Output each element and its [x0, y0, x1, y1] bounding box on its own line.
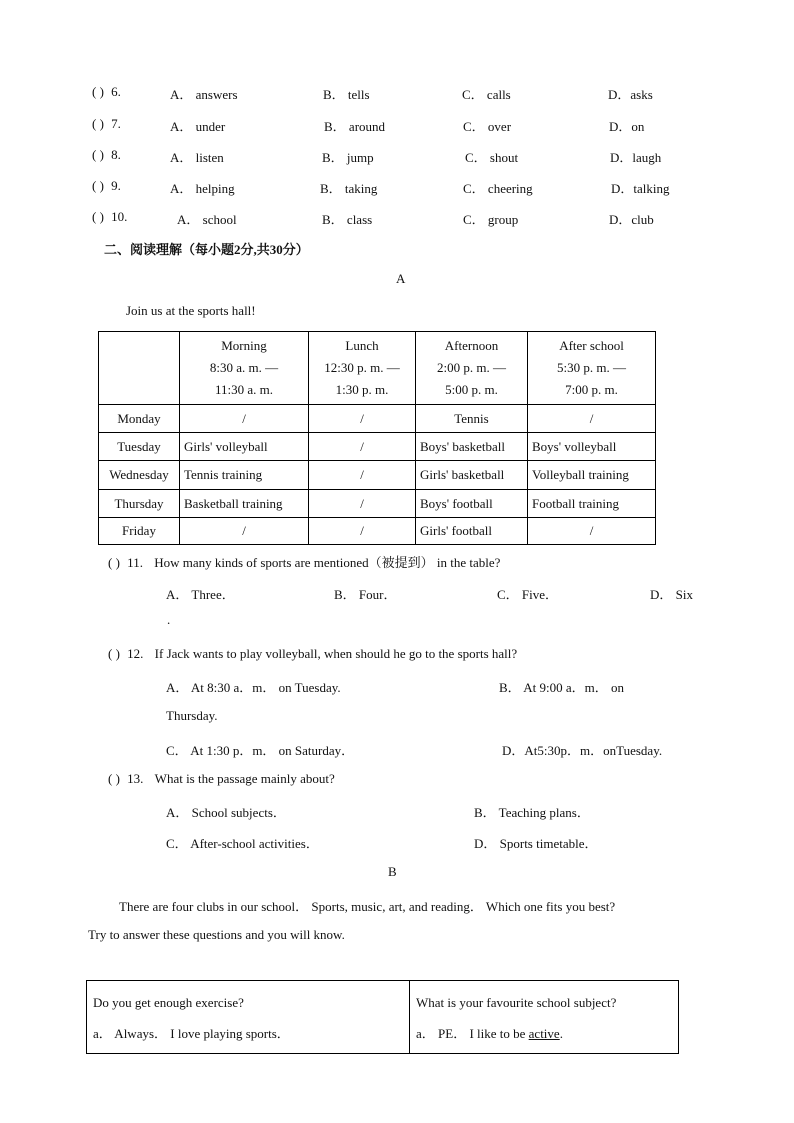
day-cell: Thursday — [99, 490, 180, 518]
table-cell: / — [528, 518, 656, 545]
table-row — [99, 433, 656, 461]
header-time-end: 7:00 p. m. — [565, 382, 618, 397]
option-continuation: Thursday. — [166, 708, 218, 723]
day-cell: Tuesday — [99, 433, 180, 461]
day-cell: Monday — [99, 405, 180, 433]
table-cell: Girls' basketball — [416, 461, 528, 490]
table-cell: Volleyball training — [528, 461, 656, 490]
table-cell: / — [528, 405, 656, 433]
header-time-start: 5:30 p. m. — — [557, 360, 626, 375]
option: A． At 8:30 a．m． on Tuesday. — [166, 680, 341, 695]
quiz-cell — [410, 981, 679, 1054]
option: A． under — [170, 119, 226, 134]
header-name: After school — [559, 338, 624, 353]
question-text: How many kinds of sports are mentioned（被提到） in the table? — [154, 555, 501, 570]
option: D．talking — [611, 181, 670, 196]
answer-bracket: ( ) — [108, 646, 120, 661]
question-11 — [108, 552, 500, 571]
passage-intro: There are four clubs in our school． Sports, music, art, and reading． Which one fits you best? — [119, 899, 616, 914]
question-text: What is the passage mainly about? — [154, 771, 335, 786]
underlined-word: active — [528, 1026, 560, 1041]
answer-bracket: ( ) — [108, 771, 120, 786]
question-number: 6. — [111, 84, 121, 99]
passage-intro: Join us at the sports hall! — [126, 303, 256, 318]
header-time-end: 11:30 a. m. — [214, 382, 273, 397]
option: B． around — [324, 119, 386, 134]
sports-timetable — [98, 331, 656, 545]
option: D． Sports timetable． — [474, 836, 598, 851]
option: B． class — [322, 212, 373, 227]
table-cell: / — [309, 518, 416, 545]
option: B． taking — [320, 181, 378, 196]
cloze-row-7 — [92, 116, 121, 132]
answer-bracket: ( ) — [92, 178, 104, 193]
option: B． jump — [322, 150, 374, 165]
table-cell: / — [180, 518, 309, 545]
answer-bracket: ( ) — [92, 84, 104, 99]
table-cell: Boys' volleyball — [528, 433, 656, 461]
option: A． Three． — [166, 587, 235, 602]
table-cell: Tennis — [416, 405, 528, 433]
table-cell: Football training — [528, 490, 656, 518]
empty-corner-cell — [99, 332, 180, 405]
option: C． After-school activities． — [166, 836, 319, 851]
option: A． school — [177, 212, 237, 227]
cloze-row-8 — [92, 147, 121, 163]
header-name: Lunch — [345, 338, 379, 353]
table-cell: / — [309, 405, 416, 433]
table-row — [87, 981, 679, 1054]
question-13 — [108, 771, 335, 787]
option: A． helping — [170, 181, 235, 196]
option: B． tells — [323, 87, 370, 102]
question-number: 13. — [127, 771, 144, 786]
passage-label: A — [396, 271, 406, 286]
option: A． School subjects． — [166, 805, 286, 820]
table-cell: Tennis training — [180, 461, 309, 490]
table-cell: / — [309, 490, 416, 518]
option: B． At 9:00 a．m． on — [499, 680, 624, 695]
table-row — [99, 490, 656, 518]
question-12 — [108, 646, 517, 662]
question-number: 10. — [111, 209, 128, 224]
question-number: 7. — [111, 116, 121, 131]
answer-suffix: . — [559, 1026, 563, 1041]
question-number: 9. — [111, 178, 121, 193]
answer-bracket: ( ) — [92, 116, 104, 131]
table-header-row — [99, 332, 656, 405]
option: C． shout — [465, 150, 519, 165]
option: D． Six — [650, 587, 693, 602]
header-name: Morning — [221, 338, 267, 353]
quiz-question: Do you get enough exercise? — [93, 995, 244, 1010]
question-number: 12. — [127, 646, 144, 661]
section-title: 二、阅读理解（每小题2分,共30分） — [104, 242, 309, 257]
header-time-start: 8:30 a. m. — — [209, 360, 279, 375]
quiz-cell — [87, 981, 410, 1054]
answer-prefix: a． PE． I like to be — [416, 1026, 529, 1041]
header-time-start: 12:30 p. m. — — [324, 360, 400, 375]
table-cell: / — [180, 405, 309, 433]
table-cell: Boys' basketball — [416, 433, 528, 461]
table-row — [99, 518, 656, 545]
option: C． cheering — [463, 181, 533, 196]
table-cell: Girls' volleyball — [180, 433, 309, 461]
passage-label: B — [388, 864, 397, 879]
option: B． Four． — [334, 587, 397, 602]
header-cell — [528, 332, 656, 405]
answer-bracket: ( ) — [108, 555, 120, 570]
option: C． Five． — [497, 587, 559, 602]
header-name: Afternoon — [444, 338, 499, 353]
option: D．club — [609, 212, 654, 227]
cloze-row-10 — [92, 209, 127, 225]
day-cell: Wednesday — [99, 461, 180, 490]
table-cell: / — [309, 461, 416, 490]
quiz-answer: a． Always． I love playing sports． — [93, 1026, 290, 1041]
option: C． At 1:30 p．m． on Saturday． — [166, 743, 355, 758]
cloze-row-6 — [92, 84, 121, 100]
passage-intro-continued: Try to answer these questions and you will know. — [88, 927, 345, 942]
table-row — [99, 461, 656, 490]
option: A． listen — [170, 150, 224, 165]
option: D．At5:30p．m．onTuesday. — [502, 743, 663, 758]
header-time-end: 1:30 p. m. — [335, 382, 389, 397]
question-number: 11. — [127, 555, 143, 570]
table-cell: Boys' football — [416, 490, 528, 518]
header-cell — [309, 332, 416, 405]
option: C． group — [463, 212, 519, 227]
answer-bracket: ( ) — [92, 209, 104, 224]
day-cell: Friday — [99, 518, 180, 545]
option: D．laugh — [610, 150, 662, 165]
table-cell: Basketball training — [180, 490, 309, 518]
table-row — [99, 405, 656, 433]
option: C． calls — [462, 87, 511, 102]
club-quiz-table — [86, 980, 679, 1054]
table-cell: Girls' football — [416, 518, 528, 545]
cloze-row-9 — [92, 178, 121, 194]
question-number: 8. — [111, 147, 121, 162]
option: B． Teaching plans． — [474, 805, 590, 820]
header-cell — [416, 332, 528, 405]
quiz-question: What is your favourite school subject? — [416, 995, 617, 1010]
answer-bracket: ( ) — [92, 147, 104, 162]
option-trailing-period: . — [167, 612, 171, 627]
option: C． over — [463, 119, 512, 134]
table-cell: / — [309, 433, 416, 461]
option: D．asks — [608, 87, 653, 102]
header-cell — [180, 332, 309, 405]
option: A． answers — [170, 87, 238, 102]
option: D．on — [609, 119, 645, 134]
question-text: If Jack wants to play volleyball, when should he go to the sports hall? — [154, 646, 518, 661]
quiz-answer — [416, 1018, 672, 1049]
header-time-end: 5:00 p. m. — [445, 382, 498, 397]
header-time-start: 2:00 p. m. — — [437, 360, 506, 375]
